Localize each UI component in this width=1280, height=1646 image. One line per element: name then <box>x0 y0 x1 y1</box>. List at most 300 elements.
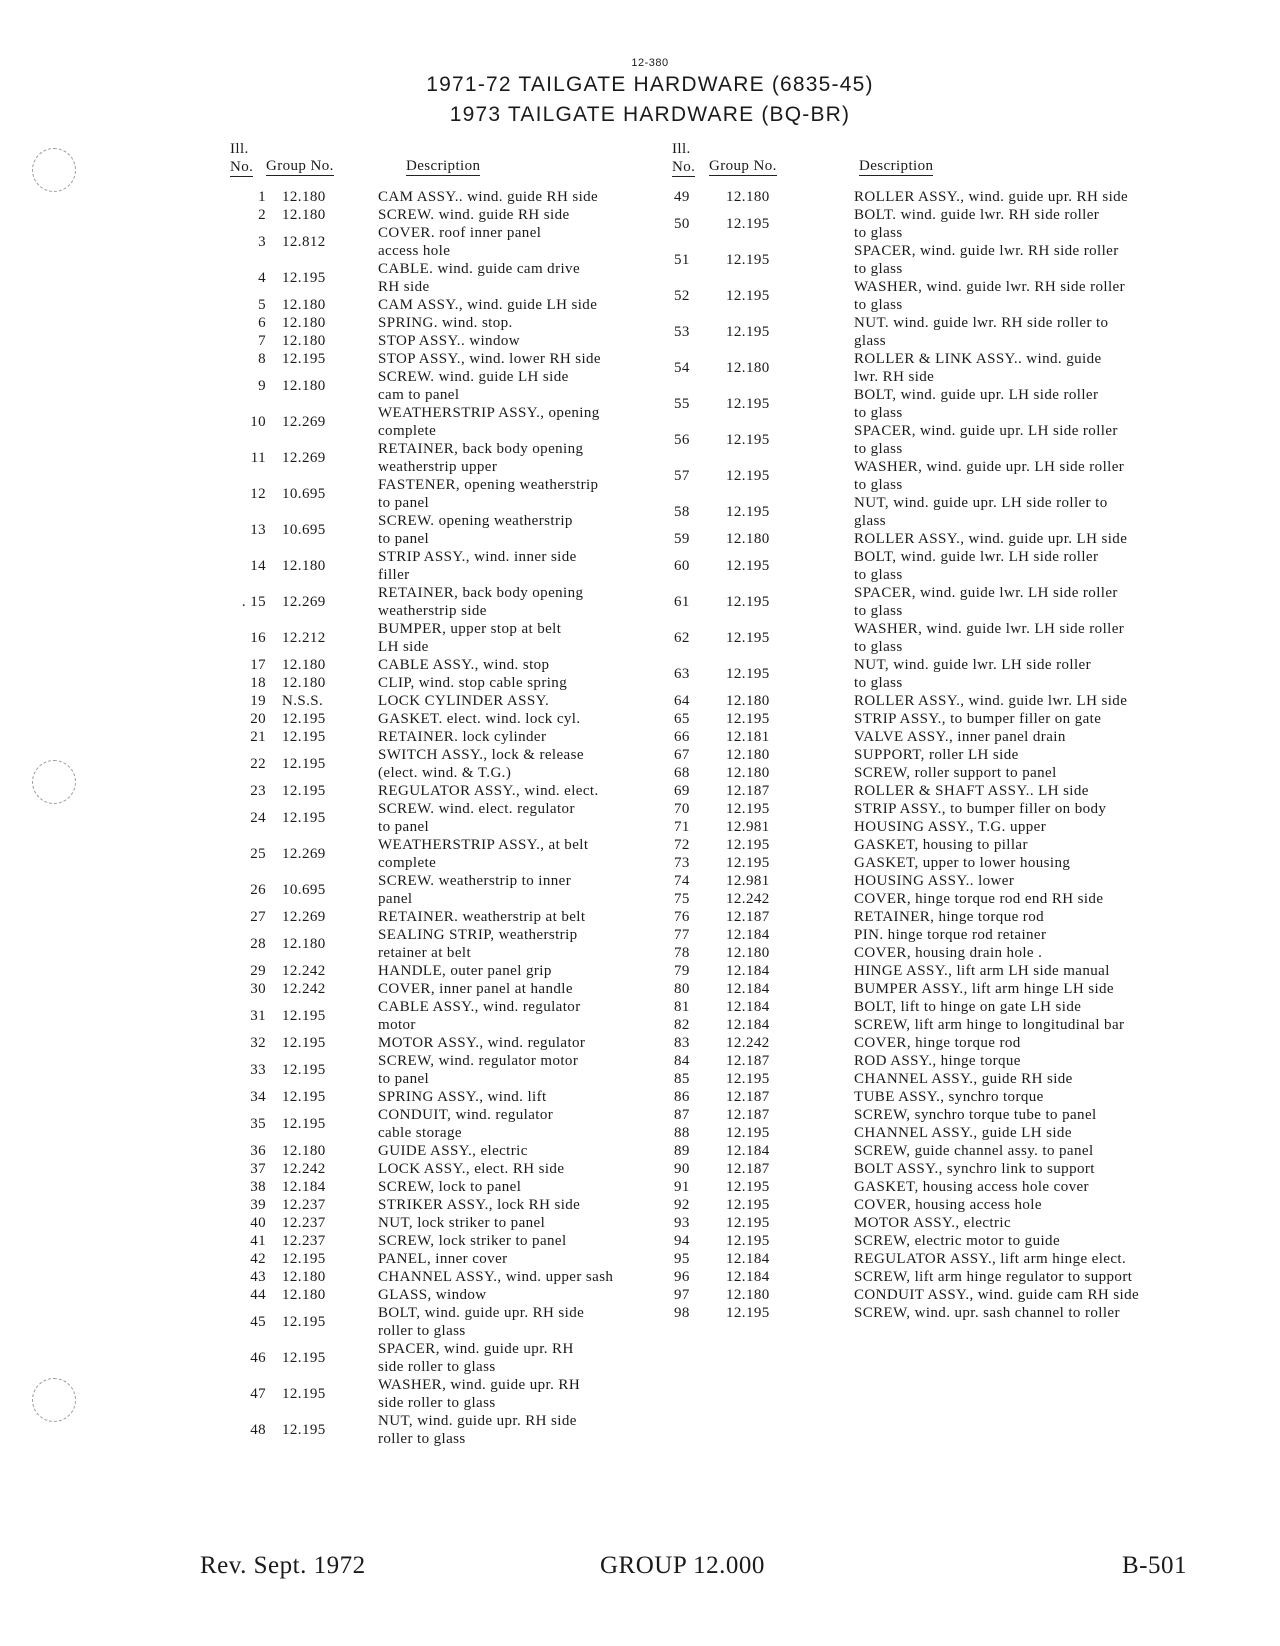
part-description: WEATHERSTRIP ASSY., at belt complete <box>378 837 589 871</box>
part-description: COVER. roof inner panel access hole <box>378 225 542 259</box>
ill-number: 97 <box>674 1287 690 1303</box>
parts-row <box>230 512 670 548</box>
part-description: STOP ASSY., wind. lower RH side <box>378 351 601 367</box>
group-number: 12.195 <box>726 216 770 232</box>
parts-row <box>672 314 1192 350</box>
group-number: 12.195 <box>726 1305 770 1321</box>
group-number: 12.195 <box>726 558 770 574</box>
group-number: 12.184 <box>726 1143 770 1159</box>
parts-row <box>672 1214 1192 1232</box>
ill-number: 6 <box>258 315 266 331</box>
parts-row <box>230 710 670 728</box>
column-header <box>230 140 670 188</box>
group-number: 12.981 <box>726 819 770 835</box>
group-number: 12.269 <box>282 450 326 466</box>
group-number: N.S.S. <box>282 693 324 709</box>
group-number: 12.195 <box>282 1350 326 1366</box>
part-description: SCREW, lock to panel <box>378 1179 522 1195</box>
group-number: 12.187 <box>726 1107 770 1123</box>
group-number: 12.269 <box>282 414 326 430</box>
ill-number: 78 <box>674 945 690 961</box>
part-description: SCREW. opening weatherstrip to panel <box>378 513 573 547</box>
parts-row <box>672 206 1192 242</box>
part-description: GASKET. elect. wind. lock cyl. <box>378 711 581 727</box>
part-description: BOLT, lift to hinge on gate LH side <box>854 999 1082 1015</box>
group-number: 12.180 <box>282 1269 326 1285</box>
part-description: SCREW. wind. guide LH side cam to panel <box>378 369 569 403</box>
parts-row <box>672 1052 1192 1070</box>
part-description: SCREW. wind. elect. regulator to panel <box>378 801 575 835</box>
parts-row <box>672 692 1192 710</box>
parts-row <box>672 494 1192 530</box>
group-number: 12.180 <box>726 747 770 763</box>
group-no-header: Group No. <box>266 158 334 174</box>
part-description: RETAINER, back body opening weatherstrip side <box>378 585 584 619</box>
group-number: 12.242 <box>282 963 326 979</box>
group-number: 12.180 <box>282 207 326 223</box>
ill-number: 85 <box>674 1071 690 1087</box>
part-description: SPACER, wind. guide lwr. RH side roller to glass <box>854 243 1119 277</box>
group-number: 12.184 <box>726 981 770 997</box>
group-number: 12.195 <box>282 711 326 727</box>
part-description: WEATHERSTRIP ASSY., opening complete <box>378 405 600 439</box>
ill-number: 45 <box>250 1314 266 1330</box>
group-number: 12.269 <box>282 594 326 610</box>
group-number: 12.184 <box>726 1017 770 1033</box>
group-number: 12.180 <box>726 765 770 781</box>
part-description: HANDLE, outer panel grip <box>378 963 552 979</box>
parts-row <box>672 350 1192 386</box>
group-number: 12.195 <box>282 1422 326 1438</box>
ill-header-line-2: No. <box>230 159 254 175</box>
ill-number: 10 <box>250 414 266 430</box>
part-description: BUMPER, upper stop at belt LH side <box>378 621 562 655</box>
part-description: GASKET, housing to pillar <box>854 837 1028 853</box>
part-description: WASHER, wind. guide upr. LH side roller to glass <box>854 459 1125 493</box>
group-number: 12.180 <box>726 945 770 961</box>
ill-number: 2 <box>258 207 266 223</box>
ill-header-line-1: Ill. <box>672 141 691 157</box>
group-number: 10.695 <box>282 486 326 502</box>
ill-number: 61 <box>674 594 690 610</box>
group-number: 12.195 <box>282 1035 326 1051</box>
parts-row <box>230 800 670 836</box>
parts-row <box>672 926 1192 944</box>
parts-row <box>230 1376 670 1412</box>
part-description: CAM ASSY., wind. guide LH side <box>378 297 598 313</box>
part-description: SWITCH ASSY., lock & release (elect. wind. & T.G.) <box>378 747 584 781</box>
group-number: 12.180 <box>282 675 326 691</box>
ill-number: 29 <box>250 963 266 979</box>
parts-row <box>230 1088 670 1106</box>
ill-number: 50 <box>674 216 690 232</box>
part-description: HOUSING ASSY.. lower <box>854 873 1015 889</box>
ill-number: 54 <box>674 360 690 376</box>
group-number: 12.180 <box>282 1287 326 1303</box>
group-number: 12.195 <box>726 1233 770 1249</box>
group-number: 12.195 <box>726 666 770 682</box>
ill-number: 14 <box>250 558 266 574</box>
group-number: 12.237 <box>282 1215 326 1231</box>
part-description: COVER, hinge torque rod end RH side <box>854 891 1104 907</box>
ill-number: 88 <box>674 1125 690 1141</box>
ill-number: 73 <box>674 855 690 871</box>
part-description: WASHER, wind. guide lwr. LH side roller to glass <box>854 621 1125 655</box>
ill-number: 81 <box>674 999 690 1015</box>
group-number: 12.195 <box>726 1125 770 1141</box>
parts-row <box>672 854 1192 872</box>
page-title-line-2: 1973 TAILGATE HARDWARE (BQ-BR) <box>449 103 851 126</box>
ill-number: 13 <box>250 522 266 538</box>
group-number: 12.184 <box>282 1179 326 1195</box>
group-number: 12.195 <box>282 1062 326 1078</box>
parts-row <box>230 1106 670 1142</box>
ill-number: 28 <box>250 936 266 952</box>
ill-number: 68 <box>674 765 690 781</box>
part-description: LOCK ASSY., elect. RH side <box>378 1161 565 1177</box>
group-number: 12.180 <box>282 657 326 673</box>
parts-row <box>672 710 1192 728</box>
parts-row <box>672 1286 1192 1304</box>
part-description: NUT, wind. guide upr. RH side roller to glass <box>378 1413 577 1447</box>
group-number: 12.195 <box>726 396 770 412</box>
ill-number: 26 <box>250 882 266 898</box>
parts-row <box>672 278 1192 314</box>
part-description: SEALING STRIP, weatherstrip retainer at belt <box>378 927 578 961</box>
parts-row <box>672 980 1192 998</box>
parts-list-right <box>672 188 1192 1322</box>
parts-row <box>672 998 1192 1016</box>
parts-row <box>230 836 670 872</box>
ill-number: 22 <box>250 756 266 772</box>
ill-number: 33 <box>250 1062 266 1078</box>
part-description: RETAINER. weatherstrip at belt <box>378 909 586 925</box>
ill-number: . 15 <box>241 594 266 610</box>
group-number: 12.187 <box>726 1053 770 1069</box>
ill-number: 20 <box>250 711 266 727</box>
ill-number: 19 <box>250 693 266 709</box>
ill-number: 48 <box>250 1422 266 1438</box>
ill-number: 65 <box>674 711 690 727</box>
group-number: 10.695 <box>282 882 326 898</box>
ill-no-header <box>230 140 270 177</box>
part-description: CAM ASSY.. wind. guide RH side <box>378 189 599 205</box>
group-number: 12.812 <box>282 234 326 250</box>
ill-number: 79 <box>674 963 690 979</box>
ill-number: 31 <box>250 1008 266 1024</box>
parts-row <box>230 548 670 584</box>
ill-number: 4 <box>258 270 266 286</box>
part-description: BOLT, wind. guide upr. RH side roller to glass <box>378 1305 585 1339</box>
part-description: NUT. wind. guide lwr. RH side roller to glass <box>854 315 1109 349</box>
part-description: COVER, housing drain hole . <box>854 945 1043 961</box>
group-number: 12.195 <box>282 1008 326 1024</box>
group-number: 12.195 <box>726 1179 770 1195</box>
group-number: 12.195 <box>726 594 770 610</box>
group-number: 12.180 <box>282 333 326 349</box>
part-description: MOTOR ASSY., electric <box>854 1215 1012 1231</box>
group-number: 12.195 <box>726 288 770 304</box>
parts-row <box>672 1268 1192 1286</box>
part-description: BOLT. wind. guide lwr. RH side roller to glass <box>854 207 1100 241</box>
part-description: NUT, wind. guide lwr. LH side roller to glass <box>854 657 1091 691</box>
group-number: 12.195 <box>726 630 770 646</box>
group-number: 12.242 <box>726 891 770 907</box>
parts-row <box>672 944 1192 962</box>
ill-number: 21 <box>250 729 266 745</box>
part-description: COVER, hinge torque rod <box>854 1035 1021 1051</box>
ill-number: 17 <box>250 657 266 673</box>
ill-number: 59 <box>674 531 690 547</box>
part-description: BUMPER ASSY., lift arm hinge LH side <box>854 981 1114 997</box>
ill-number: 86 <box>674 1089 690 1105</box>
ill-number: 5 <box>258 297 266 313</box>
part-description: SCREW, wind. regulator motor to panel <box>378 1053 579 1087</box>
parts-row <box>230 746 670 782</box>
group-number: 12.184 <box>726 963 770 979</box>
parts-row <box>230 1052 670 1088</box>
part-description: RETAINER, back body opening weatherstrip upper <box>378 441 584 475</box>
ill-number: 11 <box>250 450 266 466</box>
parts-row <box>672 386 1192 422</box>
part-description: TUBE ASSY., synchro torque <box>854 1089 1044 1105</box>
binder-hole-bottom <box>32 1378 76 1422</box>
part-description: ROLLER & LINK ASSY.. wind. guide lwr. RH side <box>854 351 1102 385</box>
parts-row <box>672 746 1192 764</box>
parts-row <box>672 656 1192 692</box>
part-description: BOLT, wind. guide upr. LH side roller to glass <box>854 387 1099 421</box>
part-description: PANEL, inner cover <box>378 1251 508 1267</box>
part-description: CABLE ASSY., wind. regulator motor <box>378 999 581 1033</box>
ill-number: 24 <box>250 810 266 826</box>
group-number: 10.695 <box>282 522 326 538</box>
group-number: 12.195 <box>282 1251 326 1267</box>
group-number: 12.195 <box>726 432 770 448</box>
group-number: 12.180 <box>282 297 326 313</box>
ill-number: 40 <box>250 1215 266 1231</box>
parts-row <box>230 1142 670 1160</box>
part-description: SPACER, wind. guide upr. LH side roller to glass <box>854 423 1118 457</box>
group-number: 12.195 <box>282 1314 326 1330</box>
ill-number: 83 <box>674 1035 690 1051</box>
part-description: STRIKER ASSY., lock RH side <box>378 1197 581 1213</box>
group-number: 12.187 <box>726 1161 770 1177</box>
group-number: 12.180 <box>282 1143 326 1159</box>
parts-row <box>672 530 1192 548</box>
ill-number: 3 <box>258 234 266 250</box>
group-label: GROUP 12.000 <box>600 1552 765 1579</box>
parts-row <box>230 728 670 746</box>
parts-row <box>230 782 670 800</box>
part-description: CHANNEL ASSY., wind. upper sash <box>378 1269 614 1285</box>
group-number: 12.195 <box>282 1386 326 1402</box>
ill-number: 44 <box>250 1287 266 1303</box>
ill-number: 43 <box>250 1269 266 1285</box>
part-description: ROLLER ASSY., wind. guide upr. LH side <box>854 531 1128 547</box>
ill-number: 75 <box>674 891 690 907</box>
ill-number: 71 <box>674 819 690 835</box>
group-number: 12.180 <box>282 378 326 394</box>
parts-row <box>672 458 1192 494</box>
group-number: 12.180 <box>282 189 326 205</box>
parts-row <box>672 548 1192 584</box>
group-number: 12.195 <box>726 855 770 871</box>
group-number: 12.195 <box>726 252 770 268</box>
part-description: REGULATOR ASSY., wind. elect. <box>378 783 599 799</box>
parts-row <box>230 620 670 656</box>
group-number: 12.195 <box>726 324 770 340</box>
group-number: 12.184 <box>726 927 770 943</box>
ill-number: 74 <box>674 873 690 889</box>
ill-number: 41 <box>250 1233 266 1249</box>
parts-row <box>672 1232 1192 1250</box>
group-number: 12.242 <box>726 1035 770 1051</box>
part-description: CABLE. wind. guide cam drive RH side <box>378 261 580 295</box>
parts-row <box>230 692 670 710</box>
part-description: COVER, inner panel at handle <box>378 981 573 997</box>
part-description: ROLLER ASSY., wind. guide upr. RH side <box>854 189 1129 205</box>
group-number: 12.187 <box>726 909 770 925</box>
part-description: SPACER, wind. guide upr. RH side roller to glass <box>378 1341 574 1375</box>
ill-number: 87 <box>674 1107 690 1123</box>
ill-number: 56 <box>674 432 690 448</box>
ill-header-line-1: Ill. <box>230 141 249 157</box>
group-number: 12.195 <box>282 810 326 826</box>
parts-row <box>672 584 1192 620</box>
group-number: 12.269 <box>282 909 326 925</box>
group-number: 12.195 <box>726 837 770 853</box>
parts-row <box>230 350 670 368</box>
part-description: SPACER, wind. guide lwr. LH side roller to glass <box>854 585 1118 619</box>
part-description: STRIP ASSY., to bumper filler on gate <box>854 711 1102 727</box>
part-description: RETAINER, hinge torque rod <box>854 909 1044 925</box>
ill-number: 25 <box>250 846 266 862</box>
parts-row <box>230 1214 670 1232</box>
parts-row <box>230 926 670 962</box>
parts-row <box>672 1034 1192 1052</box>
ill-number: 91 <box>674 1179 690 1195</box>
parts-row <box>230 656 670 674</box>
ill-number: 35 <box>250 1116 266 1132</box>
part-description: SPRING. wind. stop. <box>378 315 513 331</box>
ill-number: 9 <box>258 378 266 394</box>
part-description: NUT, wind. guide upr. LH side roller to glass <box>854 495 1108 529</box>
parts-row <box>230 1268 670 1286</box>
parts-row <box>230 1250 670 1268</box>
part-description: STRIP ASSY., to bumper filler on body <box>854 801 1107 817</box>
ill-number: 36 <box>250 1143 266 1159</box>
part-description: VALVE ASSY., inner panel drain <box>854 729 1066 745</box>
group-number: 12.195 <box>282 1116 326 1132</box>
ill-number: 1 <box>258 189 266 205</box>
parts-column-left <box>230 140 670 1448</box>
parts-column-right <box>672 140 1192 1322</box>
parts-row <box>230 188 670 206</box>
parts-row <box>672 422 1192 458</box>
ill-number: 95 <box>674 1251 690 1267</box>
parts-row <box>230 314 670 332</box>
part-description: PIN. hinge torque rod retainer <box>854 927 1047 943</box>
group-number: 12.237 <box>282 1197 326 1213</box>
group-number: 12.195 <box>726 711 770 727</box>
ill-number: 84 <box>674 1053 690 1069</box>
group-number: 12.180 <box>726 531 770 547</box>
ill-number: 93 <box>674 1215 690 1231</box>
parts-row <box>672 728 1192 746</box>
ill-number: 92 <box>674 1197 690 1213</box>
part-description: ROD ASSY., hinge torque <box>854 1053 1021 1069</box>
parts-row <box>672 890 1192 908</box>
ill-number: 90 <box>674 1161 690 1177</box>
page-title-line-1: 1971-72 TAILGATE HARDWARE (6835-45) <box>426 73 874 96</box>
description-header: Description <box>859 158 934 174</box>
part-description: BOLT ASSY., synchro link to support <box>854 1161 1095 1177</box>
parts-row <box>230 206 670 224</box>
part-description: BOLT, wind. guide lwr. LH side roller to glass <box>854 549 1099 583</box>
parts-row <box>672 1160 1192 1178</box>
ill-number: 69 <box>674 783 690 799</box>
parts-row <box>672 836 1192 854</box>
group-number: 12.195 <box>726 504 770 520</box>
group-number: 12.180 <box>726 189 770 205</box>
ill-number: 7 <box>258 333 266 349</box>
part-description: STRIP ASSY., wind. inner side filler <box>378 549 577 583</box>
ill-number: 55 <box>674 396 690 412</box>
part-description: CHANNEL ASSY., guide LH side <box>854 1125 1072 1141</box>
page-number: 12-380 <box>631 57 669 69</box>
group-number: 12.195 <box>282 729 326 745</box>
part-description: GUIDE ASSY., electric <box>378 1143 528 1159</box>
part-description: GLASS, window <box>378 1287 487 1303</box>
ill-number: 80 <box>674 981 690 997</box>
part-description: GASKET, housing access hole cover <box>854 1179 1089 1195</box>
ill-number: 30 <box>250 981 266 997</box>
group-number: 12.195 <box>282 351 326 367</box>
part-description: CABLE ASSY., wind. stop <box>378 657 550 673</box>
group-no-header: Group No. <box>709 158 777 174</box>
parts-row <box>672 1088 1192 1106</box>
ill-number: 8 <box>258 351 266 367</box>
parts-row <box>230 260 670 296</box>
part-description: REGULATOR ASSY., lift arm hinge elect. <box>854 1251 1127 1267</box>
ill-number: 94 <box>674 1233 690 1249</box>
part-description: SCREW, guide channel assy. to panel <box>854 1143 1094 1159</box>
group-number: 12.195 <box>282 270 326 286</box>
parts-row <box>672 1304 1192 1322</box>
parts-row <box>672 1142 1192 1160</box>
part-description: MOTOR ASSY., wind. regulator <box>378 1035 586 1051</box>
parts-row <box>230 1340 670 1376</box>
parts-row <box>230 1304 670 1340</box>
parts-row <box>230 1178 670 1196</box>
ill-number: 89 <box>674 1143 690 1159</box>
part-description: CLIP, wind. stop cable spring <box>378 675 568 691</box>
ill-number: 64 <box>674 693 690 709</box>
ill-number: 46 <box>250 1350 266 1366</box>
parts-row <box>672 1250 1192 1268</box>
ill-number: 38 <box>250 1179 266 1195</box>
binder-hole-top <box>32 148 76 192</box>
part-description: ROLLER & SHAFT ASSY.. LH side <box>854 783 1089 799</box>
parts-row <box>230 872 670 908</box>
ill-number: 76 <box>674 909 690 925</box>
parts-row <box>230 998 670 1034</box>
parts-row <box>230 1412 670 1448</box>
ill-no-header <box>672 140 712 177</box>
part-description: NUT, lock striker to panel <box>378 1215 546 1231</box>
parts-row <box>672 962 1192 980</box>
part-description: CONDUIT ASSY., wind. guide cam RH side <box>854 1287 1140 1303</box>
